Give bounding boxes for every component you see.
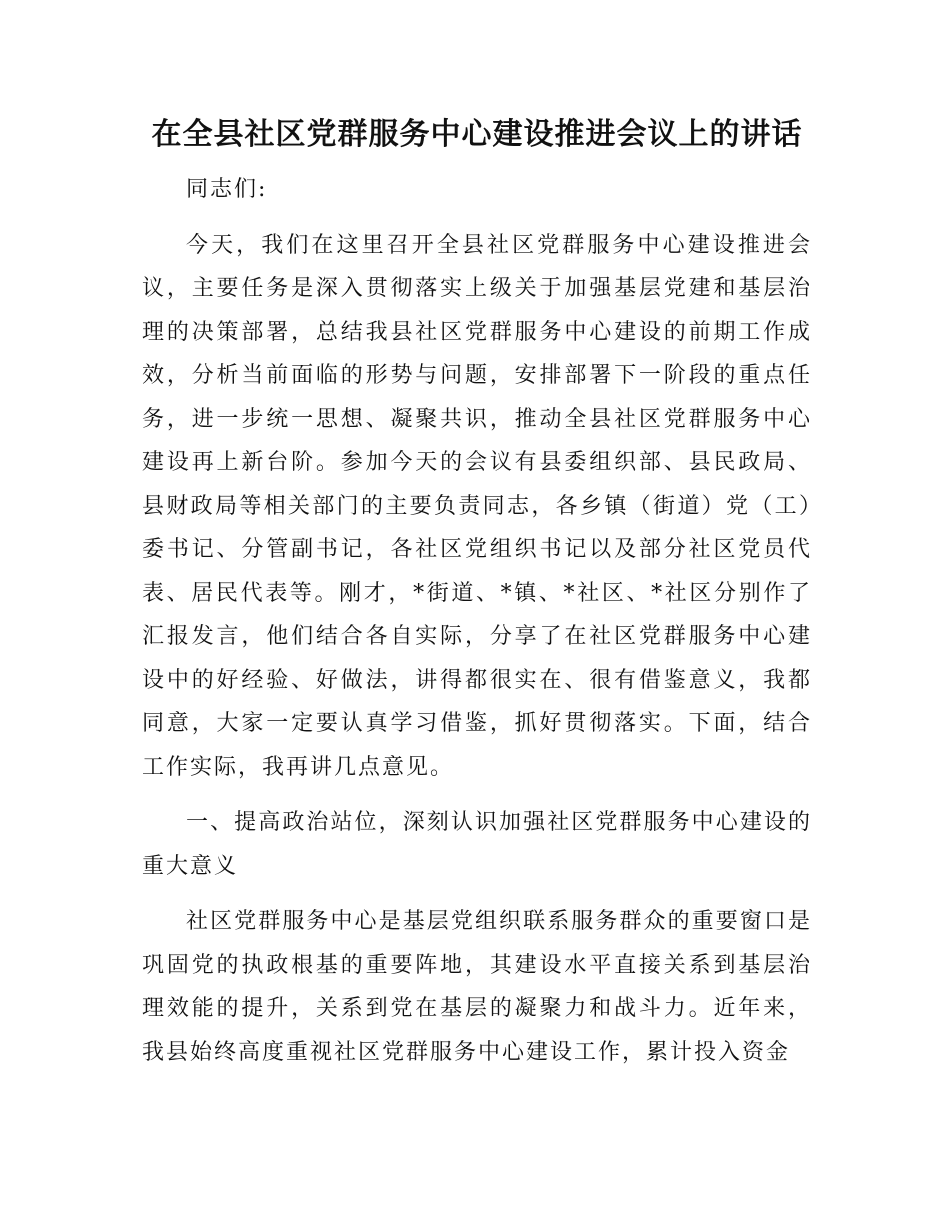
section-paragraph: 社区党群服务中心是基层党组织联系服务群众的重要窗口是巩固党的执政根基的重要阵地，其建设水平直接关系到基层治理效能的提升，关系到党在基层的凝聚力和战斗力。近年来，我县始终高度重视社区党群服务中心建设工作，累计投入资金	[142, 909, 812, 1065]
salutation: 同志们:	[186, 177, 268, 202]
opening-paragraph: 今天，我们在这里召开全县社区党群服务中心建设推进会议，主要任务是深入贯彻落实上级关于加强基层党建和基层治理的决策部署，总结我县社区党群服务中心建设的前期工作成效，分析当前面临的形势与问题，安排部署下一阶段的重点任务，进一步统一思想、凝聚共识，推动全县社区党群服务中心建设再上新台阶。参加今天的会议有县委组织部、县民政局、县财政局等相关部门的主要负责同志，各乡镇（街道）党（工）委书记、分管副书记，各社区党组织书记以及部分社区党员代表、居民代表等。刚才，*街道、*镇、*社区、*社区分别作了汇报发言，他们结合各自实际，分享了在社区党群服务中心建设中的好经验、好做法，讲得都很实在、很有借鉴意义，我都同意，大家一定要认真学习借鉴，抓好贯彻落实。下面，结合工作实际，我再讲几点意见。	[142, 232, 812, 780]
section-heading: 一、提高政治站位，深刻认识加强社区党群服务中心建设的重大意义	[142, 810, 812, 879]
document-page	[142, 112, 812, 1086]
document-title: 在全县社区党群服务中心建设推进会议上的讲话	[151, 117, 803, 152]
